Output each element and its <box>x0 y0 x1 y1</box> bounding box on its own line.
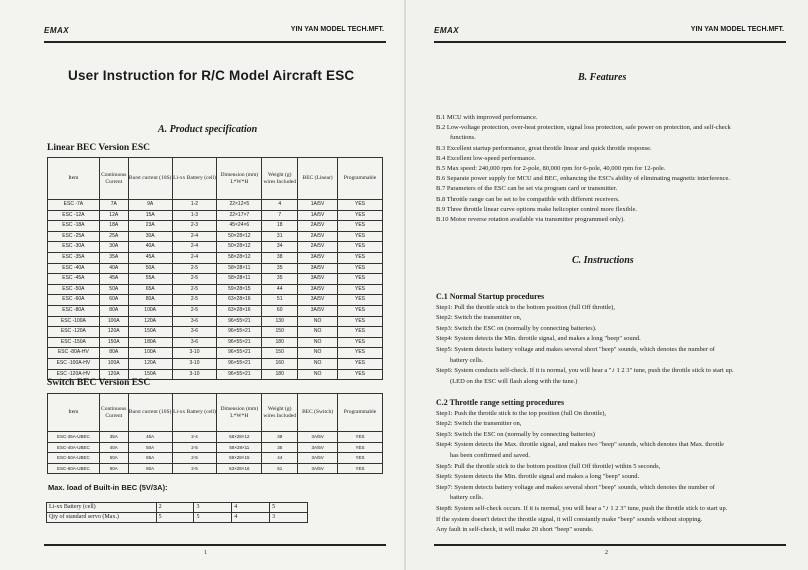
feature-item: functions. <box>450 134 476 142</box>
table-cell: ESC -150A <box>48 337 100 348</box>
table-cell: ESC -25A <box>48 231 100 242</box>
features-list <box>436 113 776 225</box>
table-row <box>48 305 383 316</box>
table-cell: 2-5 <box>172 295 217 306</box>
table-cell: 60A <box>99 463 128 474</box>
step-item: battery cells. <box>450 356 484 364</box>
table-cell: 2-4 <box>172 231 217 242</box>
table-cell: YES <box>338 337 383 348</box>
table-cell: ESC -120A-HV <box>48 369 100 380</box>
table-cell: NO <box>298 316 338 327</box>
table-cell: 3A/5V <box>298 305 338 316</box>
table-cell: 100A <box>128 305 172 316</box>
c1-title: C.1 Normal Startup procedures <box>436 292 545 301</box>
table-cell: 44 <box>262 284 298 295</box>
table-cell: 38 <box>262 252 298 263</box>
table-cell: 7A <box>99 200 128 211</box>
table-cell: ESC -120A <box>48 327 100 338</box>
table-cell: YES <box>338 252 383 263</box>
table-cell: YES <box>338 453 383 464</box>
table-cell: 65A <box>128 453 172 464</box>
table-cell: 1-2 <box>172 200 217 211</box>
step-item: Step3: Switch the ESC on (normally by connecting batteries) <box>436 430 595 438</box>
section-title-instructions: C. Instructions <box>572 255 634 266</box>
table-cell: 160 <box>262 358 298 369</box>
throttle-range-steps <box>436 398 781 536</box>
col-programmable: Programmable <box>338 394 383 432</box>
table-cell: ESC -60A <box>48 295 100 306</box>
table-cell: 2-4 <box>172 242 217 253</box>
table-cell: YES <box>338 348 383 359</box>
table-cell: 180 <box>262 337 298 348</box>
brand-logo: EMAX <box>44 26 70 35</box>
table-cell: 2-5 <box>172 263 217 274</box>
col-dimension: Dimension (mm) L*W*H <box>217 394 262 432</box>
table-cell: 45A <box>128 252 172 263</box>
table-cell: 50A <box>128 442 172 453</box>
footer-rule <box>44 544 386 546</box>
col-dimension: Dimension (mm) L*W*H <box>217 158 262 200</box>
table-cell: YES <box>338 442 383 453</box>
table-cell: ESC -80A <box>48 305 100 316</box>
table-cell: ESC -7A <box>48 200 100 211</box>
table-row <box>48 221 383 232</box>
step-item: Step2: Switch the transmitter on, <box>436 314 522 322</box>
table-cell: 100A <box>128 348 172 359</box>
table-cell: 120A <box>128 316 172 327</box>
table-cell: 59×28×15 <box>217 453 262 464</box>
feature-item: B.2 Low-voltage protection, over-heat protection, signal loss protection, safe power on protection, and self-check <box>436 124 731 132</box>
table-cell: 2-5 <box>172 463 217 474</box>
feature-item: B.10 Motor reverse rotation available via transmitter programmed only). <box>436 216 625 224</box>
table-cell: 45A <box>128 432 172 443</box>
table-row <box>48 432 383 443</box>
table-cell: 44 <box>262 453 298 464</box>
table-row <box>48 337 383 348</box>
table-cell: 58×28×12 <box>217 432 262 443</box>
table-cell: 65A <box>128 284 172 295</box>
table-cell: NO <box>298 358 338 369</box>
table-cell: 3A/5V <box>298 432 338 443</box>
table-cell: 80A <box>99 305 128 316</box>
table-cell: NO <box>298 327 338 338</box>
table-cell: 31 <box>262 231 298 242</box>
table-cell: 35 <box>262 274 298 285</box>
table-cell: 55A <box>128 274 172 285</box>
table-cell: 3A/5V <box>298 453 338 464</box>
table-cell: 5 <box>194 513 232 523</box>
table-cell: 96×55×21 <box>217 337 262 348</box>
step-item: Any fault in self-check, it will make 20 short "beep" sounds. <box>436 526 594 534</box>
feature-item: B.5 Max speed: 240,000 rpm for 2-pole, 80,000 rpm for 6-pole, 40,000 rpm for 12-pole. <box>436 165 666 173</box>
table-cell: 50A <box>99 453 128 464</box>
col-battery: Li-xx Battery (cell) <box>172 394 217 432</box>
table-row <box>48 274 383 285</box>
table-cell: ESC-40A-UBEC <box>48 442 100 453</box>
table-cell: 63×28×16 <box>217 463 262 474</box>
col-bec-switch: BEC (Switch) <box>298 394 338 432</box>
step-item: Step5: Pull the throttle stick to the bottom position (full Off throttle) within 5 seconds, <box>436 462 661 470</box>
table-cell: 3A/5V <box>298 252 338 263</box>
table-cell: 3A/5V <box>298 274 338 285</box>
table-cell: 120A <box>99 327 128 338</box>
table-cell: YES <box>338 463 383 474</box>
table-cell: 96×55×21 <box>217 358 262 369</box>
table-cell: 120A <box>99 369 128 380</box>
table-cell: 3A/5V <box>298 284 338 295</box>
table-cell: ESC -100A-HV <box>48 358 100 369</box>
step-item: has been confirmed and saved. <box>450 451 530 459</box>
table-cell: 3A/5V <box>298 295 338 306</box>
left-header <box>44 26 384 40</box>
table-cell: 50×28×12 <box>217 242 262 253</box>
table-cell: YES <box>338 305 383 316</box>
table-cell: YES <box>338 327 383 338</box>
table-row <box>47 513 308 523</box>
table-cell: YES <box>338 263 383 274</box>
table-cell: 51 <box>262 463 298 474</box>
section-title-spec: A. Product specification <box>158 124 258 135</box>
table-cell: YES <box>338 221 383 232</box>
table-cell: 35 <box>262 442 298 453</box>
table-row <box>47 503 308 513</box>
table-cell: 96×55×21 <box>217 327 262 338</box>
step-item: Step4: System detects the Max. throttle signal, and makes two "beep" sounds, which denotes that Max. throttle <box>436 441 725 449</box>
table-cell: 4 <box>262 200 298 211</box>
table-cell: ESC-35A-UBEC <box>48 432 100 443</box>
table-row <box>48 316 383 327</box>
col-item: Item <box>48 158 100 200</box>
table-cell: 50A <box>99 284 128 295</box>
table-cell: 51 <box>262 295 298 306</box>
table-cell: 35A <box>99 252 128 263</box>
table-cell: 2-5 <box>172 274 217 285</box>
c2-title: C.2 Throttle range setting procedures <box>436 398 565 407</box>
table-row <box>48 453 383 464</box>
feature-item: B.7 Parameters of the ESC can be set via program card or transmitter. <box>436 185 618 193</box>
page-title: User Instruction for R/C Model Aircraft ESC <box>68 68 355 83</box>
table-row <box>48 348 383 359</box>
table-cell: YES <box>338 295 383 306</box>
table-row <box>48 210 383 221</box>
table-cell: 58×28×11 <box>217 263 262 274</box>
table-cell: 18A <box>99 221 128 232</box>
table-cell: 2-5 <box>172 442 217 453</box>
table-cell: YES <box>338 369 383 380</box>
table-cell: 35A <box>99 432 128 443</box>
table-cell: 3-10 <box>172 348 217 359</box>
table-row <box>48 200 383 211</box>
table-cell: 180A <box>128 337 172 348</box>
step-item: Step7: System detects battery voltage and makes several short "beep" sounds, which denotes the number of <box>436 483 715 491</box>
table-cell: 96×55×21 <box>217 348 262 359</box>
table-cell: 3-6 <box>172 316 217 327</box>
col-burst: Burst current (10S) <box>128 394 172 432</box>
table-cell: 50×28×12 <box>217 231 262 242</box>
page-number: 1 <box>204 550 207 556</box>
step-item: Step1: Push the throttle stick to the top position (full On throttle), <box>436 409 607 417</box>
step-item: If the system doesn't detect the throttle signal, it will constantly make "beep" sounds without stopping. <box>436 515 703 523</box>
table-cell: 35 <box>262 263 298 274</box>
table-cell: 5 <box>270 503 308 513</box>
table-cell: 150A <box>128 327 172 338</box>
table-cell: 60A <box>99 295 128 306</box>
table-cell: Qty of standard servo (Max.) <box>47 513 157 523</box>
table-cell: 2 <box>156 503 194 513</box>
step-item: Step8: System self-check occurs. If it is normal, you will hear a "♪ 1 2 3" tune, push the throttle stick to start up. <box>436 504 728 512</box>
footer-rule <box>434 544 786 546</box>
table-cell: 58×28×12 <box>217 252 262 263</box>
table-cell: 2-5 <box>172 284 217 295</box>
step-item: Step2: Switch the transmitter on, <box>436 420 522 428</box>
table-cell: 150A <box>128 369 172 380</box>
table-row <box>48 242 383 253</box>
col-continuous: Continuous Current <box>99 158 128 200</box>
table-cell: 180 <box>262 369 298 380</box>
table-cell: 30A <box>128 231 172 242</box>
table-cell: 40A <box>99 442 128 453</box>
table-cell: 22×17×7 <box>217 210 262 221</box>
col-burst: Burst current (10S) <box>128 158 172 200</box>
step-item: (LED on the ESC will flash along with the tune.) <box>450 377 578 385</box>
step-item: Step6: System conducts self-check. If it is normal, you will hear a "♪ 1 2 3" tune, push the throttle stick to start up. <box>436 367 734 375</box>
feature-item: B.6 Separate power supply for MCU and BEC, enhancing the ESC's ability of eliminating magnetic interference. <box>436 175 730 183</box>
table-cell: 3A/5V <box>298 463 338 474</box>
table-cell: ESC -12A <box>48 210 100 221</box>
table-cell: 40A <box>128 242 172 253</box>
table-cell: 96×55×21 <box>217 369 262 380</box>
table-row <box>48 358 383 369</box>
table-cell: YES <box>338 284 383 295</box>
table-cell: YES <box>338 200 383 211</box>
table-cell: 96×55×21 <box>217 316 262 327</box>
table-cell: YES <box>338 316 383 327</box>
feature-item: B.8 Throttle range can be set to be compatible with different receivers. <box>436 195 620 203</box>
table-cell: ESC -30A <box>48 242 100 253</box>
table-cell: 2A/5V <box>298 221 338 232</box>
col-weight: Weight (g) wires Included <box>262 158 298 200</box>
table-cell: 3A/5V <box>298 263 338 274</box>
table-cell: YES <box>338 242 383 253</box>
table-cell: YES <box>338 231 383 242</box>
switch-bec-title: Switch BEC Version ESC <box>47 378 151 388</box>
table-cell: 38 <box>262 432 298 443</box>
table-cell: 63×28×16 <box>217 305 262 316</box>
table-cell: 80A <box>128 463 172 474</box>
table-cell: 45A <box>99 274 128 285</box>
step-item: Step6: System detects the Min. throttle signal and makes a long "beep" sound. <box>436 473 640 481</box>
col-programmable: Programmable <box>338 158 383 200</box>
table-cell: 2-4 <box>172 432 217 443</box>
table-cell: 1-3 <box>172 210 217 221</box>
table-cell: 50A <box>128 263 172 274</box>
table-row <box>48 442 383 453</box>
table-cell: 30A <box>99 242 128 253</box>
table-row <box>48 463 383 474</box>
table-cell: 58×28×11 <box>217 442 262 453</box>
table-cell: 3 <box>194 503 232 513</box>
table-cell: 3A/5V <box>298 442 338 453</box>
table-row <box>48 327 383 338</box>
table-cell: 40A <box>99 263 128 274</box>
table-cell: 23A <box>128 221 172 232</box>
table-row <box>48 295 383 306</box>
linear-bec-title: Linear BEC Version ESC <box>47 143 151 153</box>
table-row <box>48 263 383 274</box>
table-cell: 3 <box>270 513 308 523</box>
table-cell: 150A <box>99 337 128 348</box>
table-cell: ESC -50A <box>48 284 100 295</box>
page-number: 2 <box>605 550 608 556</box>
table-cell: 130 <box>262 316 298 327</box>
table-cell: 2A/5V <box>298 242 338 253</box>
table-cell: NO <box>298 369 338 380</box>
table-cell: 1A/5V <box>298 210 338 221</box>
feature-item: B.4 Excellent low-speed performance. <box>436 154 536 162</box>
step-item: Step4: System detects the Min. throttle signal, and makes a long "beep" sound. <box>436 335 641 343</box>
col-item: Item <box>48 394 100 432</box>
brand-logo: EMAX <box>434 26 460 35</box>
section-title-features: B. Features <box>578 72 627 83</box>
table-cell: 80A <box>99 348 128 359</box>
table-cell: NO <box>298 337 338 348</box>
feature-item: B.1 MCU with improved performance. <box>436 114 538 121</box>
col-continuous: Continuous Current <box>99 394 128 432</box>
table-cell: YES <box>338 274 383 285</box>
table-cell: 22×12×5 <box>217 200 262 211</box>
table-cell: 5 <box>156 513 194 523</box>
table-cell: YES <box>338 358 383 369</box>
header-rule <box>44 41 386 43</box>
table-cell: 18 <box>262 221 298 232</box>
max-load-title: Max. load of Built-in BEC (5V/3A): <box>48 483 168 492</box>
table-cell: Li-xx Battery (cell) <box>47 503 157 513</box>
table-cell: 2-3 <box>172 221 217 232</box>
step-item: battery cells. <box>450 494 484 502</box>
table-cell: 3-6 <box>172 327 217 338</box>
table-cell: 25A <box>99 231 128 242</box>
table-cell: 120A <box>128 358 172 369</box>
table-cell: ESC -40A <box>48 263 100 274</box>
table-cell: 150 <box>262 348 298 359</box>
col-battery: Li-xx Battery (cell) <box>172 158 217 200</box>
table-cell: 63×28×16 <box>217 295 262 306</box>
switch-spec-table <box>47 393 383 474</box>
feature-item: B.9 Three throttle linear curve options make helicopter control more flexible. <box>436 205 637 213</box>
table-cell: 60 <box>262 305 298 316</box>
table-cell: 150 <box>262 327 298 338</box>
table-cell: 58×28×11 <box>217 274 262 285</box>
col-bec: BEC (Linear) <box>298 158 338 200</box>
table-cell: 34 <box>262 242 298 253</box>
table-cell: 3-10 <box>172 369 217 380</box>
table-cell: 15A <box>128 210 172 221</box>
table-cell: 2-5 <box>172 305 217 316</box>
table-cell: ESC -45A <box>48 274 100 285</box>
table-row <box>48 284 383 295</box>
company-name: YIN YAN MODEL TECH.MFT. <box>290 26 384 33</box>
table-cell: 2-5 <box>172 453 217 464</box>
linear-spec-table <box>47 157 383 380</box>
table-cell: ESC -35A <box>48 252 100 263</box>
table-cell: YES <box>338 432 383 443</box>
table-cell: 7 <box>262 210 298 221</box>
table-cell: 12A <box>99 210 128 221</box>
header-rule <box>434 41 786 43</box>
table-cell: ESC -100A <box>48 316 100 327</box>
table-cell: 4 <box>232 503 270 513</box>
table-cell: NO <box>298 348 338 359</box>
table-cell: 100A <box>99 358 128 369</box>
table-cell: 45×24×6 <box>217 221 262 232</box>
col-weight: Weight (g) wires Included <box>262 394 298 432</box>
table-cell: 9A <box>128 200 172 211</box>
right-page <box>406 0 808 570</box>
table-cell: ESC-60A-UBEC <box>48 463 100 474</box>
table-cell: 4 <box>232 513 270 523</box>
normal-startup-steps <box>436 292 781 387</box>
table-cell: 3-6 <box>172 337 217 348</box>
step-item: Step1: Pull the throttle stick to the bottom position (full Off throttle), <box>436 303 615 311</box>
max-load-table <box>46 502 308 523</box>
step-item: Step5: System detects battery voltage and makes several short "beep" sounds, which denotes the number of <box>436 345 715 353</box>
table-cell: 100A <box>99 316 128 327</box>
table-cell: 3-10 <box>172 358 217 369</box>
table-row <box>48 231 383 242</box>
table-cell: ESC -80A-HV <box>48 348 100 359</box>
table-cell: 1A/5V <box>298 200 338 211</box>
table-cell: 2A/5V <box>298 231 338 242</box>
feature-item: B.3 Excellent startup performance, great throttle linear and quick throttle response. <box>436 144 652 152</box>
table-cell: 2-4 <box>172 252 217 263</box>
table-cell: ESC -18A <box>48 221 100 232</box>
company-name: YIN YAN MODEL TECH.MFT. <box>690 26 784 33</box>
table-cell: YES <box>338 210 383 221</box>
table-row <box>48 252 383 263</box>
step-item: Step3: Switch the ESC on (normally by connecting batteries). <box>436 324 597 332</box>
table-cell: 80A <box>128 295 172 306</box>
table-cell: ESC-50A-UBEC <box>48 453 100 464</box>
table-cell: 59×28×15 <box>217 284 262 295</box>
right-header <box>434 26 784 40</box>
